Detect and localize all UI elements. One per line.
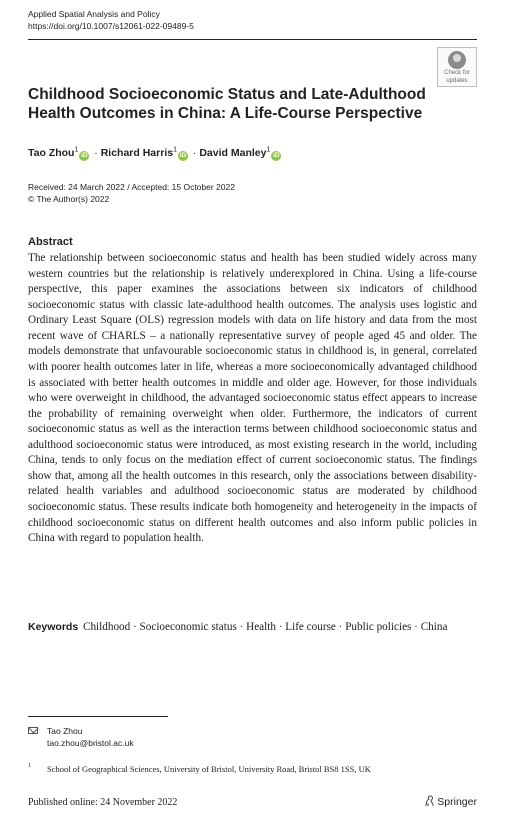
- author-separator: ·: [94, 147, 98, 159]
- update-icon: [448, 51, 466, 69]
- header-rule: [28, 39, 477, 40]
- corresponding-email[interactable]: tao.zhou@bristol.ac.uk: [47, 738, 134, 748]
- author-affil-marker: 1: [173, 146, 177, 154]
- abstract-heading: Abstract: [28, 236, 73, 248]
- footnote-rule: [28, 716, 168, 717]
- publisher-name: Springer: [437, 796, 477, 808]
- corresponding-author: Tao Zhou: [47, 726, 83, 736]
- publication-dates: [28, 181, 235, 205]
- journal-header: [28, 8, 194, 32]
- copyright-notice: © The Author(s) 2022: [28, 194, 110, 204]
- published-online: Published online: 24 November 2022: [28, 797, 178, 808]
- badge-label-2: updates: [446, 77, 468, 84]
- abstract-text: The relationship between socioeconomic status and health has been studied widely across many western countries but the relationship is relatively underexplored in China. Using a life-course perspective, this paper examines the associations between six indicators of childhood socioeconomic status with classic late-adulthood health outcomes. The analysis uses logistic and Ordinary Least Square (OLS) regression models with data on life history and data from the most recent wave of CHARLS – a nationally representative survey of people aged 45 and older. The models demonstrate that unfavourable socioeconomic status in childhood is, in general, correlated with poorer health outcomes later in life, whereas a more socioeconomically advantaged childhood is associated with better health outcomes in middle and older age. However, for those individuals who were overweight in childhood, the advantaged socioeconomic status effect appears to increase the probability of remaining overweight when older. Furthermore, the indicators of current socioeconomic status as well as the interaction terms between childhood socioeconomic status and adulthood socioeconomic status were introduced, as most existing research in the world, including China, tends to only focus on the mediation effect of current socioeconomic status. The findings show that, among all the health outcomes in this research, only the associations between disability-related health variables and adulthood socioeconomic status are moderated by childhood socioeconomic status. These results indicate both homogeneity and heterogeneity in the impacts of childhood socioeconomic status on different health outcomes and also inform public policies in China with regard to population health.: [28, 252, 477, 545]
- affiliation-number: 1: [28, 763, 31, 769]
- envelope-icon: [28, 727, 38, 734]
- check-for-updates-badge[interactable]: [437, 47, 477, 87]
- orcid-icon[interactable]: iD: [179, 152, 187, 159]
- journal-name: Applied Spatial Analysis and Policy: [28, 9, 160, 19]
- keywords-list: Childhood · Socioeconomic status · Health · Life course · Public policies · China: [82, 621, 448, 633]
- badge-label-1: Check for: [444, 70, 470, 76]
- author-list: [28, 146, 283, 161]
- keywords-label: Keywords: [28, 621, 79, 633]
- author-affil-marker: 1: [266, 146, 271, 154]
- author-separator: ·: [192, 147, 197, 159]
- author-name[interactable]: David Manley: [199, 147, 267, 159]
- paper-title: Childhood Socioeconomic Status and Late-Adulthood Health Outcomes in China: A Life-Course Perspective: [28, 86, 426, 122]
- orcid-icon[interactable]: iD: [273, 152, 280, 159]
- author-name[interactable]: Tao Zhou: [28, 147, 75, 159]
- doi-link[interactable]: https://doi.org/10.1007/s12061-022-09489-5: [28, 21, 194, 31]
- received-accepted-dates: Received: 24 March 2022 / Accepted: 15 October 2022: [28, 182, 235, 192]
- springer-horse-icon: [424, 795, 435, 807]
- author-affil-marker: 1: [74, 146, 79, 154]
- publisher-logo[interactable]: [424, 795, 477, 809]
- author-name[interactable]: Richard Harris: [100, 147, 174, 159]
- keywords: [28, 620, 448, 636]
- orcid-icon[interactable]: iD: [81, 152, 88, 159]
- affiliation-text: School of Geographical Sciences, University of Bristol, University Road, Bristol BS8 1SS, UK: [47, 764, 371, 774]
